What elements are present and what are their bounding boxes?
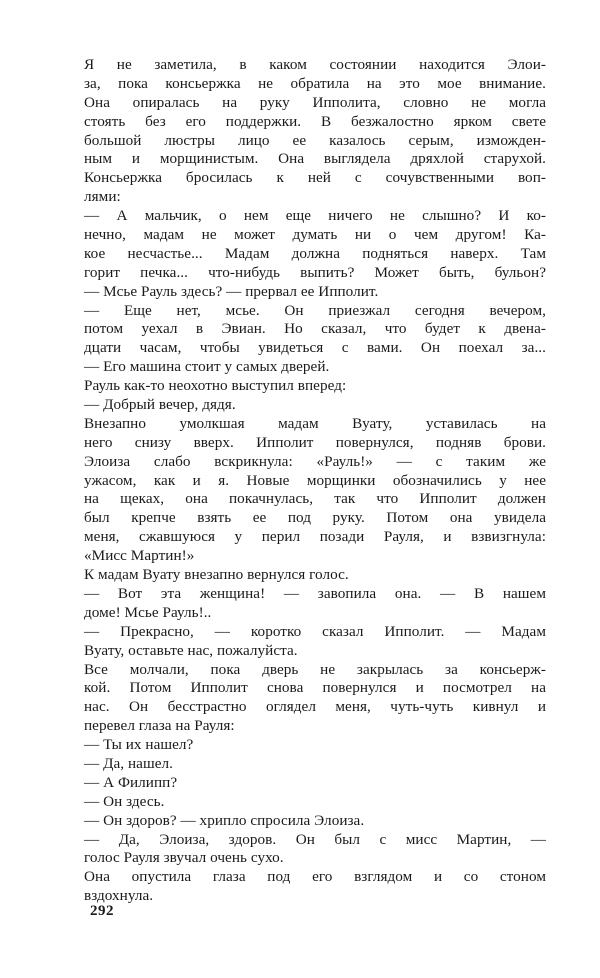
text-line: него снизу вверх. Ипполит повернулся, подняв брови. <box>84 433 546 451</box>
text-line: на щеках, она покачнулась, так что Ипполит должен <box>84 490 546 508</box>
text-line: меня, сжавшуюся у перил позади Рауля, и взвизгнула: <box>84 528 546 546</box>
text-line: Все молчали, пока дверь не закрылась за консьерж- <box>84 660 546 678</box>
text-line: нас. Он бесстрастно оглядел меня, чуть-чуть кивнул и <box>84 698 546 716</box>
text-line: Внезапно умолкшая мадам Вуату, уставилась на <box>84 414 546 432</box>
text-line: Она опиралась на руку Ипполита, словно не могла <box>84 93 546 111</box>
text-line: голос Рауля звучал очень сухо. <box>84 849 284 867</box>
text-line: ным и морщинистым. Она выглядела дряхлой старухой. <box>84 150 546 168</box>
text-line: кое несчастье... Мадам должна подняться наверх. Там <box>84 244 546 262</box>
page-number: 292 <box>90 903 114 919</box>
text-line: дцати часам, чтобы увидеться с вами. Он поехал за... <box>84 339 546 357</box>
text-line: большой люстры лицо ее казалось серым, изможден- <box>84 131 546 149</box>
text-line: Я не заметила, в каком состоянии находится Элои- <box>84 56 546 73</box>
text-line: Рауль как-то неохотно выступил вперед: <box>84 377 347 395</box>
text-line: Консьержка бросилась к ней с сочувственными воп- <box>84 169 546 187</box>
text-line: — А Филипп? <box>84 773 178 791</box>
text-line: нечно, мадам не может думать ни о чем другом! Ка- <box>84 226 546 244</box>
book-page-text <box>84 56 546 906</box>
text-line: был крепче взять ее под руку. Потом она увидела <box>84 509 546 527</box>
text-line: — А мальчик, о нем еще ничего не слышно? И ко- <box>84 207 546 225</box>
text-line: — Вот эта женщина! — завопила она. — В нашем <box>84 584 546 602</box>
text-line: — Добрый вечер, дядя. <box>84 396 236 414</box>
text-line: доме! Мсье Рауль!.. <box>84 603 212 621</box>
text-line: потом уехал в Эвиан. Но сказал, что будет к двена- <box>84 320 546 338</box>
text-line: ужасом, как и я. Новые морщинки обозначились у нее <box>84 471 546 489</box>
text-line: вздохнула. <box>84 887 154 905</box>
text-line: горит печка... что-нибудь выпить? Может быть, бульон? <box>84 263 546 281</box>
text-line: кой. Потом Ипполит снова повернулся и посмотрел на <box>84 679 546 697</box>
text-line: Элоиза слабо вскрикнула: «Рауль!» — с таким же <box>84 452 546 470</box>
text-line: — Он здесь. <box>84 792 165 810</box>
text-line: — Он здоров? — хрипло спросила Элоиза. <box>84 811 365 829</box>
text-line: «Мисс Мартин!» <box>84 547 195 565</box>
text-line: — Ты их нашел? <box>84 736 194 754</box>
text-line: — Да, нашел. <box>84 754 173 772</box>
text-line: — Мсье Рауль здесь? — прервал ее Ипполит. <box>84 282 379 300</box>
text-line: — Прекрасно, — коротко сказал Ипполит. — Мадам <box>84 622 546 640</box>
text-line: К мадам Вуату внезапно вернулся голос. <box>84 566 349 584</box>
text-line: Она опустила глаза под его взглядом и со стоном <box>84 868 546 886</box>
text-line: — Еще нет, мсье. Он приезжал сегодня вечером, <box>84 301 546 319</box>
text-line: — Да, Элоиза, здоров. Он был с мисс Мартин, — <box>84 830 546 848</box>
text-line: за, пока консьержка не обратила на это мое внимание. <box>84 74 546 92</box>
text-line: — Его машина стоит у самых дверей. <box>84 358 330 376</box>
text-line: лями: <box>84 188 121 206</box>
text-line: стоять без его поддержки. В безжалостно ярком свете <box>84 112 546 130</box>
text-line: перевел глаза на Рауля: <box>84 717 235 735</box>
text-line: Вуату, оставьте нас, пожалуйста. <box>84 641 298 659</box>
